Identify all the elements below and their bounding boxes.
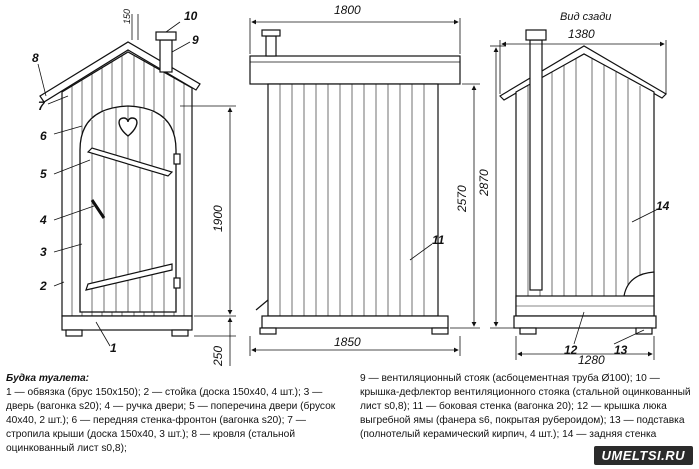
caption-title: Будка туалета: (6, 373, 90, 384)
part-number-9: 9 (192, 33, 199, 47)
watermark-logo: UMELTSI.RU (594, 446, 693, 465)
dimension-250: 250 (211, 345, 225, 366)
side-view (250, 30, 460, 334)
dimension-2570: 2570 (455, 185, 469, 212)
part-number-11: 11 (432, 233, 445, 247)
part-number-4: 4 (40, 213, 47, 227)
part-number-2: 2 (40, 279, 47, 293)
part-number-10: 10 (184, 9, 198, 23)
caption-right (360, 372, 695, 442)
dimension-1280: 1280 (578, 353, 605, 367)
caption-right-text: 9 — вентиляционный стояк (асбоцементная труба Ø100); 10 — крышка-дефлектор вентиляционного стояка (стальной оцинкованный лист s0,8); 11 — боковая стенка (вагонка 20); 12 — крышка люка выгребной ямы (фанера s6, покрытая рубероидом); 13 — подставка (полнотелый керамический кирпич, 4 шт.); 14 — задняя стенка (360, 373, 691, 440)
dimension-1900: 1900 (211, 205, 225, 232)
rear-view-label: Вид сзади (560, 11, 612, 23)
dimension-2870: 2870 (477, 169, 491, 196)
part-number-1: 1 (110, 341, 117, 355)
part-number-7: 7 (38, 99, 45, 113)
part-number-12: 12 (564, 343, 578, 357)
caption-left (6, 372, 344, 456)
part-number-6: 6 (40, 129, 47, 143)
dimension-1800: 1800 (334, 3, 361, 17)
dimension-150: 150 (122, 8, 132, 24)
front-view (40, 32, 200, 336)
rear-view (500, 30, 666, 334)
part-number-8: 8 (32, 51, 39, 65)
part-number-14: 14 (656, 199, 670, 213)
dimension-1380: 1380 (568, 27, 595, 41)
part-number-5: 5 (40, 167, 47, 181)
caption-left-text: 1 — обвязка (брус 150х150); 2 — стойка (доска 150х40, 4 шт.); 3 — дверь (вагонка s20); 4 — ручка двери; 5 — поперечина двери (брусок 40х40, 2 шт.); 6 — передняя стенка-фронтон (вагонка s20); 7 — стропила крыши (доска 150х40, 3 шт.); 8 — кровля (стальной оцинкованный лист s0,8); (6, 387, 336, 454)
part-number-3: 3 (40, 245, 47, 259)
dimension-1850: 1850 (334, 335, 361, 349)
part-number-13: 13 (614, 343, 628, 357)
